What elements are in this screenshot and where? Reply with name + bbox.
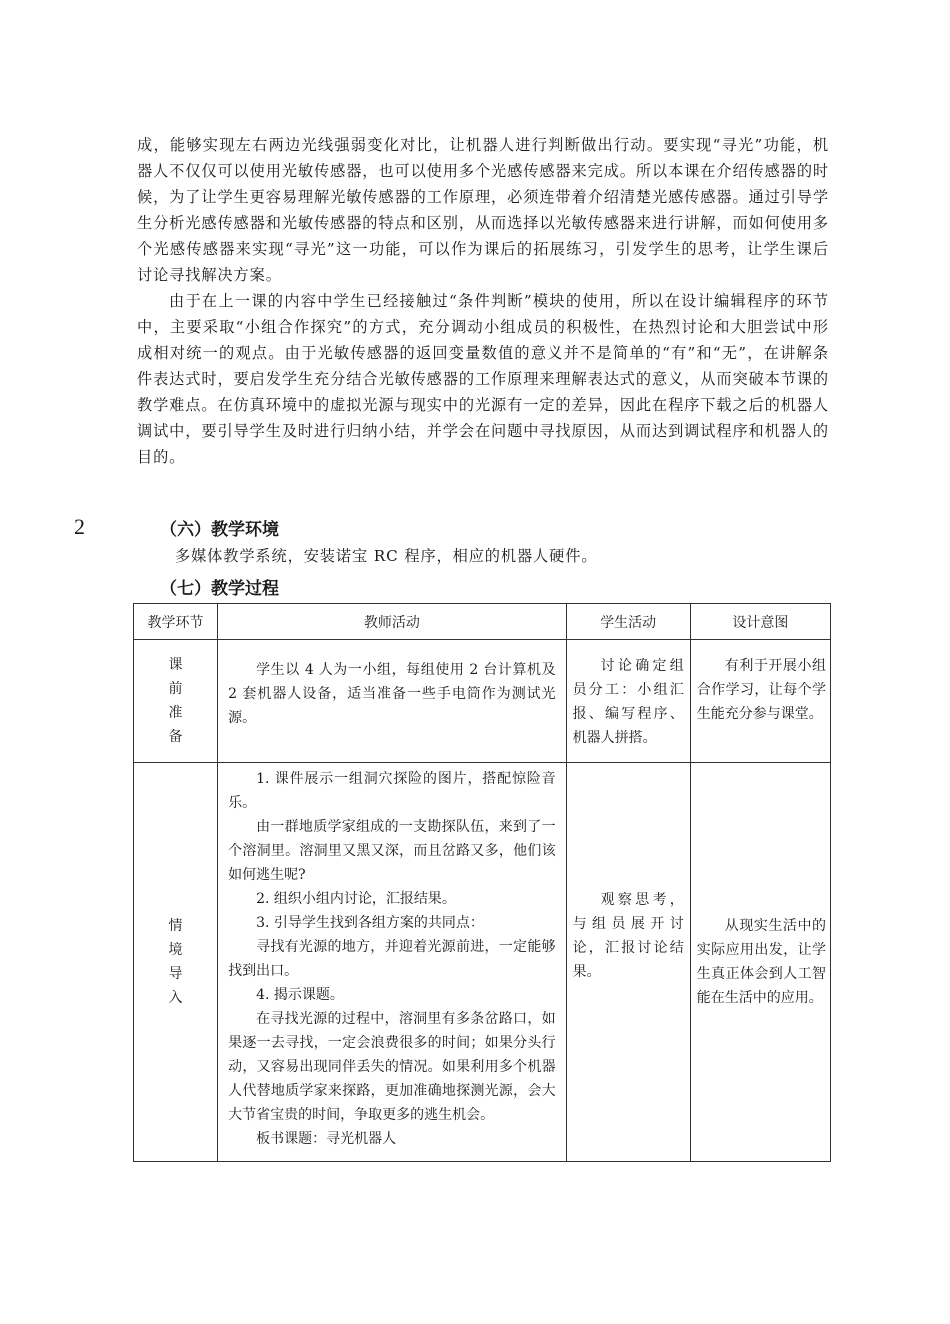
intro-paragraph-2: 由于在上一课的内容中学生已经接触过“条件判断”模块的使用，所以在设计编辑程序的环节中，主要采取“小组合作探究”的方式，充分调动小组成员的积极性，在热烈讨论和大胆尝试中形成相对统一的观点。由于光敏传感器的返回变量数值的意义并不是简单的“有”和“无”，在讲解条件表达式时，要启发学生充分结合光敏传感器的工作原理来理解表达式的意义，从而突破本节课的教学难点。在仿真环境中的虚拟光源与现实中的光源有一定的差异，因此在程序下载之后的机器人调试中，要引导学生及时进行归纳小结，并学会在问题中寻找原因，从而达到调试程序和机器人的目的。 bbox=[137, 292, 829, 466]
intent-cell bbox=[690, 640, 830, 763]
teacher-activity-text: 学生以 4 人为一小组，每组使用 2 台计算机及 2 套机器人设备，适当准备一些手电筒作为测试光源。 bbox=[228, 662, 556, 726]
student-activity-text: 观察思考，与组员展开讨论，汇报讨论结果。 bbox=[572, 892, 684, 980]
student-cell bbox=[566, 640, 690, 763]
student-cell bbox=[566, 763, 690, 1162]
header-intent: 设计意图 bbox=[690, 604, 830, 640]
intro-text bbox=[137, 132, 829, 470]
teacher-activity-text: 1. 课件展示一组洞穴探险的图片，搭配惊险音乐。 bbox=[228, 771, 556, 811]
teacher-activity-text: 4. 揭示课题。 bbox=[256, 987, 344, 1003]
design-intent-text: 有利于开展小组合作学习，让每个学生能充分参与课堂。 bbox=[696, 658, 826, 722]
teacher-activity-text: 由一群地质学家组成的一支勘探队伍，来到了一个溶洞里。溶洞里又黑又深，而且岔路又多，他们该如何逃生呢? bbox=[228, 819, 556, 883]
section-heading-environment: （六）教学环境 bbox=[160, 520, 279, 540]
table-row bbox=[134, 763, 831, 1162]
header-stage: 教学环节 bbox=[134, 604, 218, 640]
header-teacher: 教师活动 bbox=[218, 604, 567, 640]
teacher-activity-text: 3. 引导学生找到各组方案的共同点： bbox=[256, 915, 484, 931]
intro-paragraph-1: 成，能够实现左右两边光线强弱变化对比，让机器人进行判断做出行动。要实现“寻光”功能，机器人不仅仅可以使用光敏传感器，也可以使用多个光感传感器来完成。所以本课在介绍传感器的时候，为了让学生更容易理解光敏传感器的工作原理，必须连带着介绍清楚光感传感器。通过引导学生分析光感传感器和光敏传感器的特点和区别，从而选择以光敏传感器来进行讲解，而如何使用多个光感传感器来实现“寻光”这一功能，可以作为课后的拓展练习，引发学生的思考，让学生课后讨论寻找解决方案。 bbox=[137, 136, 829, 284]
section-heading-process: （七）教学过程 bbox=[160, 579, 279, 599]
teaching-process-table bbox=[133, 603, 831, 1162]
teacher-activity-text: 2. 组织小组内讨论，汇报结果。 bbox=[256, 891, 456, 907]
header-student: 学生活动 bbox=[566, 604, 690, 640]
design-intent-text: 从现实生活中的实际应用出发，让学生真正体会到人工智能在生活中的应用。 bbox=[696, 918, 826, 1006]
page-number: 2 bbox=[74, 514, 85, 539]
stage-cell bbox=[134, 763, 218, 1162]
teacher-activity-text: 板书课题：寻光机器人 bbox=[256, 1131, 397, 1147]
student-activity-text: 讨论确定组员分工：小组汇报、编写程序、机器人拼搭。 bbox=[572, 658, 684, 746]
teacher-cell bbox=[218, 640, 567, 763]
stage-cell bbox=[134, 640, 218, 763]
teacher-activity-text: 寻找有光源的地方，并迎着光源前进，一定能够找到出口。 bbox=[228, 939, 556, 979]
environment-text: 多媒体教学系统，安装诺宝 RC 程序，相应的机器人硬件。 bbox=[175, 547, 598, 565]
intent-cell bbox=[690, 763, 830, 1162]
teacher-cell bbox=[218, 763, 567, 1162]
table-header-row bbox=[134, 604, 831, 640]
stage-label: 课前准备 bbox=[168, 657, 183, 745]
table-row bbox=[134, 640, 831, 763]
stage-label: 情境导入 bbox=[168, 918, 183, 1006]
teacher-activity-text: 在寻找光源的过程中，溶洞里有多条岔路口，如果逐一去寻找，一定会浪费很多的时间；如果分头行动，又容易出现同伴丢失的情况。如果利用多个机器人代替地质学家来探路，更加准确地探测光源，会大大节省宝贵的时间，争取更多的逃生机会。 bbox=[228, 1011, 556, 1123]
